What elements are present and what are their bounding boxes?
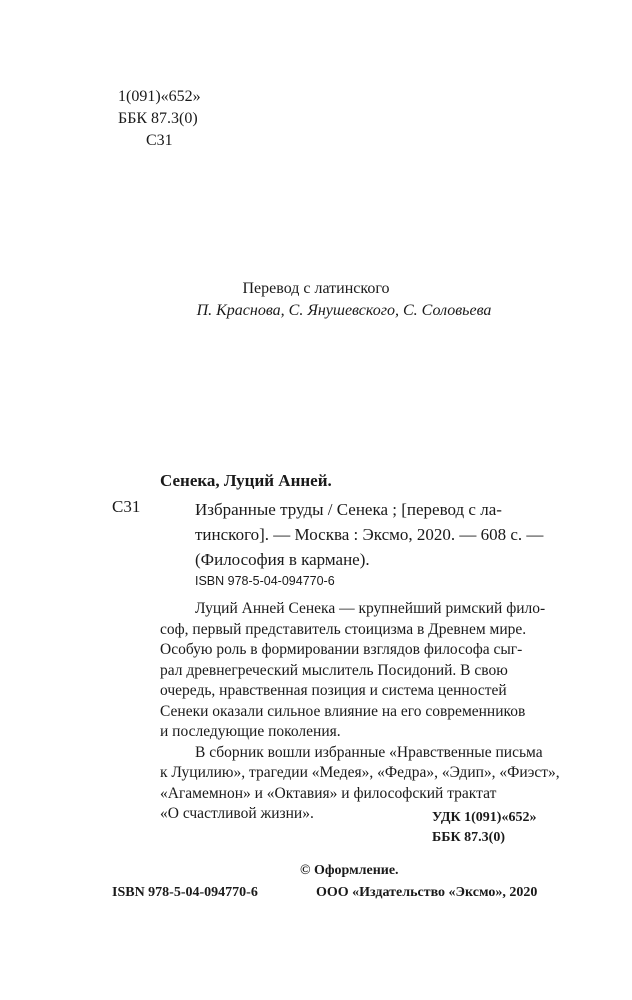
biblio-isbn: ISBN 978-5-04-094770-6 xyxy=(195,574,335,588)
translators-names: П. Краснова, С. Янушевского, С. Соловьева xyxy=(196,302,492,319)
biblio-line: Избранные труды / Сенека ; [перевод с ла- xyxy=(195,500,502,519)
annotation-line: и последующие поколения. xyxy=(160,723,341,740)
annotation xyxy=(160,599,560,825)
annotation-line: В сборник вошли избранные «Нравственные письма xyxy=(195,743,543,761)
translation-heading: Перевод с латинского xyxy=(242,280,390,297)
bottom-classification-codes xyxy=(432,808,536,848)
author-cutter-code: С31 xyxy=(112,497,141,516)
annotation-line: «Агамемнон» и «Октавия» и философский трактат xyxy=(160,784,497,802)
udc-code: УДК 1(091)«652» xyxy=(432,810,537,825)
publisher-copyright: ООО «Издательство «Эксмо», 2020 xyxy=(316,885,538,900)
annotation-line: Особую роль в формировании взглядов философа сыг- xyxy=(160,641,523,658)
annotation-line: к Луцилию», трагедии «Медея», «Федра», «Эдип», «Фиэст», xyxy=(160,764,560,781)
annotation-line: рал древнегреческий мыслитель Посидоний. В свою xyxy=(160,661,508,679)
bibliographic-description xyxy=(195,497,555,572)
top-udc-code: 1(091)«652» xyxy=(118,88,201,105)
top-bbk-code: ББК 87.3(0) xyxy=(118,110,198,127)
biblio-line: (Философия в кармане). xyxy=(195,550,370,569)
footer-isbn: ISBN 978-5-04-094770-6 xyxy=(112,885,258,900)
translation-credits xyxy=(0,278,632,322)
bbk-code: ББК 87.3(0) xyxy=(432,830,505,845)
annotation-line: Луций Анней Сенека — крупнейший римский фило- xyxy=(195,600,546,617)
design-copyright: © Оформление. xyxy=(300,863,399,878)
annotation-line: соф, первый представитель стоицизма в Древнем мире. xyxy=(160,620,527,638)
biblio-line: тинского]. — Москва : Эксмо, 2020. — 608 с. — xyxy=(195,525,544,544)
annotation-line: «О счастливой жизни». xyxy=(160,805,314,822)
top-cutter-code: С31 xyxy=(146,132,173,149)
annotation-line: очередь, нравственная позиция и система ценностей xyxy=(160,682,507,699)
author-heading: Сенека, Луций Анней. xyxy=(160,471,332,490)
annotation-line: Сенеки оказали сильное влияние на его современников xyxy=(160,702,526,720)
top-classification-codes xyxy=(118,86,201,152)
